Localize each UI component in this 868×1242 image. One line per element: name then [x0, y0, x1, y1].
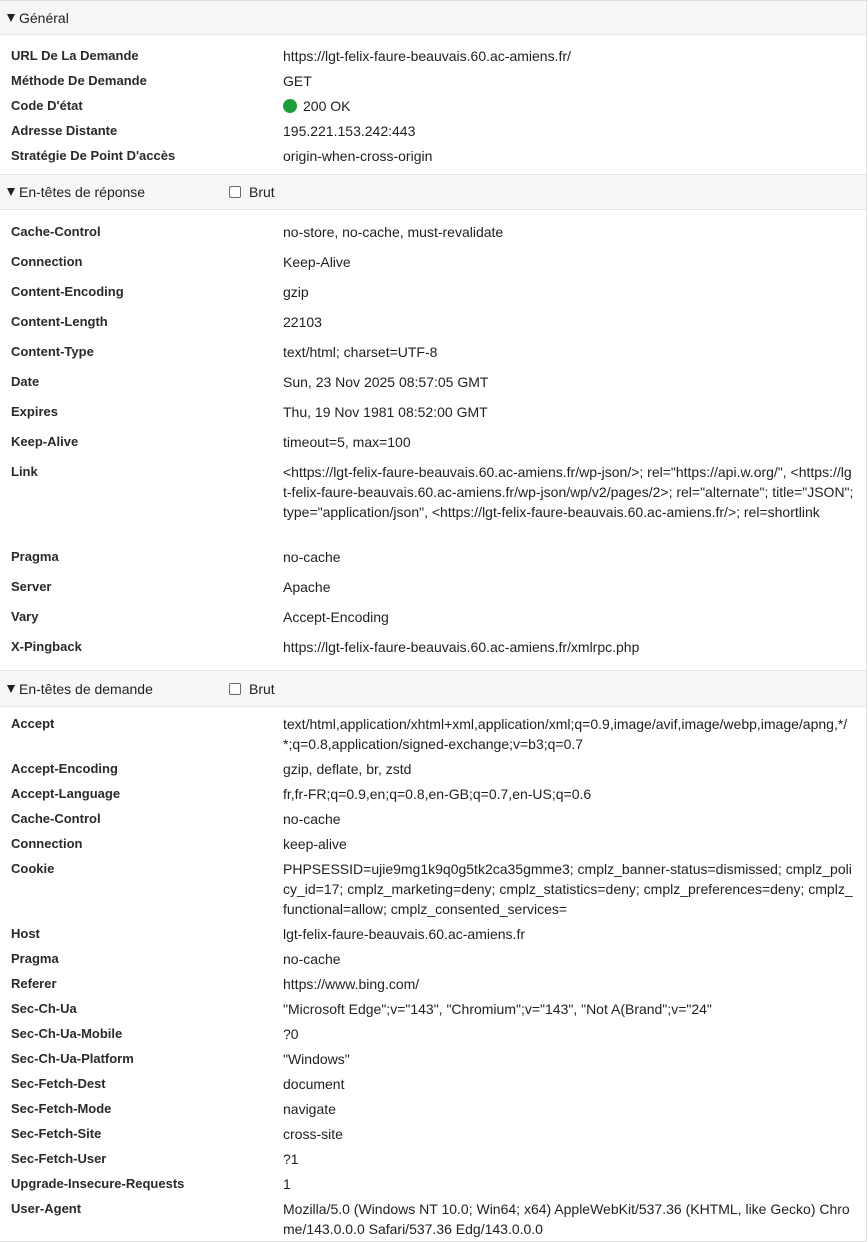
caret-down-icon[interactable]	[7, 685, 15, 693]
header-value: Keep-Alive	[283, 254, 351, 270]
header-value: cross-site	[283, 1126, 343, 1142]
header-name: Pragma	[11, 951, 59, 966]
header-name: Connection	[11, 254, 83, 269]
request-raw-label: Brut	[249, 680, 275, 697]
header-name: Sec-Fetch-Site	[11, 1126, 102, 1141]
header-name: Accept-Language	[11, 786, 121, 801]
header-name: Keep-Alive	[11, 434, 79, 449]
header-name: User-Agent	[11, 1201, 82, 1216]
response-raw-label: Brut	[249, 184, 275, 200]
request-raw-toggle[interactable]	[229, 671, 275, 706]
general-value: GET	[283, 73, 312, 89]
header-name: Accept-Encoding	[11, 761, 118, 776]
header-value: https://www.bing.com/	[283, 976, 420, 992]
header-name: Sec-Ch-Ua-Mobile	[11, 1026, 123, 1041]
header-name: Cache-Control	[11, 224, 101, 239]
header-name: Expires	[11, 404, 58, 419]
header-value: document	[283, 1076, 345, 1092]
header-value: Apache	[283, 579, 331, 595]
header-value: gzip, deflate, br, zstd	[283, 761, 412, 777]
request-headers-section-header[interactable]	[0, 670, 866, 707]
response-headers-title: En-têtes de réponse	[19, 184, 146, 200]
response-raw-checkbox[interactable]	[229, 186, 241, 198]
header-value: 1	[283, 1176, 291, 1192]
header-name: Sec-Fetch-Dest	[11, 1076, 106, 1091]
header-value: timeout=5, max=100	[283, 434, 411, 450]
general-key: URL De La Demande	[11, 48, 139, 63]
header-value: https://lgt-felix-faure-beauvais.60.ac-amiens.fr/xmlrpc.php	[283, 639, 640, 655]
response-raw-toggle[interactable]	[229, 175, 275, 209]
header-value: ?0	[283, 1026, 299, 1042]
header-name: Upgrade-Insecure-Requests	[11, 1176, 185, 1191]
caret-down-icon[interactable]	[7, 188, 15, 196]
header-value: text/html,application/xhtml+xml,application/xml;q=0.9,image/avif,image/webp,image/apng,*/*;q=0.8,application/signed-exchange;v=b3;q=0.7	[283, 716, 848, 752]
header-value: Mozilla/5.0 (Windows NT 10.0; Win64; x64) AppleWebKit/537.36 (KHTML, like Gecko) Chrome/143.0.0.0 Safari/537.36 Edg/143.0.0.0	[283, 1201, 850, 1237]
header-name: Link	[11, 464, 38, 479]
header-name: Sec-Ch-Ua-Platform	[11, 1051, 134, 1066]
general-key: Adresse Distante	[11, 123, 118, 138]
header-name: Cookie	[11, 861, 55, 876]
header-name: Connection	[11, 836, 83, 851]
general-section-header[interactable]	[0, 1, 866, 35]
header-value: keep-alive	[283, 836, 347, 852]
header-name: Sec-Fetch-User	[11, 1151, 107, 1166]
general-value: origin-when-cross-origin	[283, 148, 433, 164]
header-value: no-cache	[283, 951, 341, 967]
header-value: text/html; charset=UTF-8	[283, 344, 438, 360]
request-headers-title: En-têtes de demande	[19, 680, 153, 697]
header-value: ?1	[283, 1151, 299, 1167]
status-text: 200 OK	[303, 98, 351, 114]
header-name: Vary	[11, 609, 39, 624]
general-section-title: Général	[19, 9, 69, 26]
header-value: lgt-felix-faure-beauvais.60.ac-amiens.fr	[283, 926, 525, 942]
header-name: Server	[11, 579, 52, 594]
general-key: Stratégie De Point D'accès	[11, 148, 176, 163]
header-name: Sec-Ch-Ua	[11, 1001, 77, 1016]
header-value: 22103	[283, 314, 322, 330]
general-value: https://lgt-felix-faure-beauvais.60.ac-amiens.fr/	[283, 48, 571, 64]
header-value: fr,fr-FR;q=0.9,en;q=0.8,en-GB;q=0.7,en-US;q=0.6	[283, 786, 592, 802]
request-raw-checkbox[interactable]	[229, 683, 241, 695]
header-name: Cache-Control	[11, 811, 101, 826]
general-key: Code D'état	[11, 98, 83, 113]
header-name: X-Pingback	[11, 639, 82, 654]
header-name: Content-Encoding	[11, 284, 124, 299]
header-value: "Windows"	[283, 1051, 350, 1067]
header-name: Referer	[11, 976, 57, 991]
header-name: Content-Type	[11, 344, 94, 359]
caret-down-icon[interactable]	[7, 14, 15, 22]
general-key: Méthode De Demande	[11, 73, 147, 88]
general-value-status	[283, 96, 855, 116]
response-headers-section-header[interactable]	[0, 174, 866, 210]
header-name: Pragma	[11, 549, 59, 564]
header-value: no-cache	[283, 811, 341, 827]
header-value: gzip	[283, 284, 309, 300]
header-value: Accept-Encoding	[283, 609, 389, 625]
header-name: Accept	[11, 716, 55, 731]
header-value: PHPSESSID=ujie9mg1k9q0g5tk2ca35gmme3; cmplz_banner-status=dismissed; cmplz_policy_id=17; cmplz_marketing=deny; cmplz_statistics=deny; cmplz_preferences=deny; cmplz_functional=allow; cmplz_consented_services=	[283, 861, 853, 917]
header-value: Sun, 23 Nov 2025 08:57:05 GMT	[283, 374, 489, 390]
header-value: "Microsoft Edge";v="143", "Chromium";v="143", "Not A(Brand";v="24"	[283, 1001, 712, 1017]
header-value: no-store, no-cache, must-revalidate	[283, 224, 504, 240]
header-name: Sec-Fetch-Mode	[11, 1101, 112, 1116]
header-name: Date	[11, 374, 40, 389]
general-value: 195.221.153.242:443	[283, 123, 416, 139]
status-ok-icon	[283, 99, 297, 113]
header-name: Content-Length	[11, 314, 108, 329]
header-name: Host	[11, 926, 40, 941]
header-value: <https://lgt-felix-faure-beauvais.60.ac-amiens.fr/wp-json/>; rel="https://api.w.org/", <https://lgt-felix-faure-beauvais.60.ac-amiens.fr/wp-json/wp/v2/pages/2>; rel="alternate"; title="JSON"; type="application/json", <https://lgt-felix-faure-beauvais.60.ac-amiens.fr/>; rel=shortlink	[283, 464, 854, 520]
header-value: navigate	[283, 1101, 336, 1117]
header-value: no-cache	[283, 549, 341, 565]
header-value: Thu, 19 Nov 1981 08:52:00 GMT	[283, 404, 488, 420]
